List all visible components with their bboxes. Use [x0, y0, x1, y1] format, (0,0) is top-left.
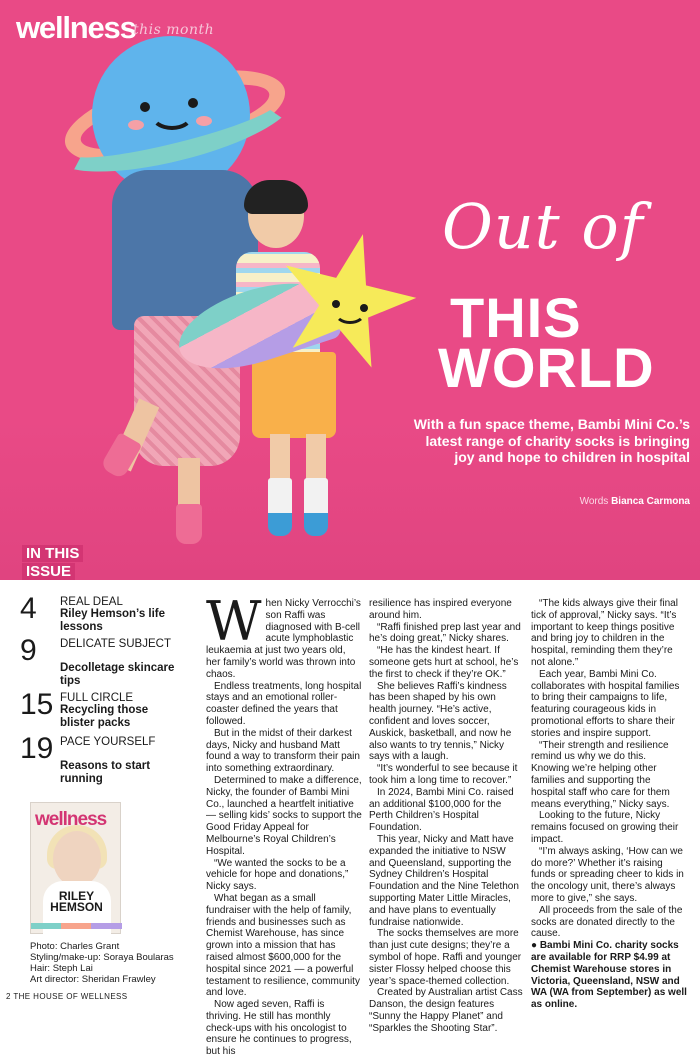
toc-title: Reasons to start running	[60, 760, 151, 785]
paragraph: “It’s wonderful to see because it took him a long time to recover.”	[369, 763, 518, 786]
article-column-1	[206, 590, 362, 1058]
credit-line: Art director: Sheridan Frawley	[30, 974, 156, 985]
paragraph: Determined to make a difference, Nicky, the founder of Bambi Mini Co., launched a heartfelt initiative — selling kids’ socks to support the Good Friday Appeal for Melbourne’s Royal Children’s Hospital.	[206, 774, 362, 857]
byline-author: Bianca Carmona	[611, 496, 690, 507]
paragraph: She believes Raffi’s kindness has been shaped by his own health journey. “He’s active, confident and loves soccer, Auskick, basketball, and now he also wants to try tennis,” Nicky says with a laugh.	[369, 680, 512, 763]
section-subtitle: this month	[133, 22, 215, 38]
headline-line-1: THIS	[450, 286, 582, 349]
boy-sock	[304, 478, 328, 536]
toc-page-number: 15	[20, 688, 54, 721]
paragraph: “I’m always asking, ‘How can we do more?’ Whether it’s raising funds or spreading cheer to kids in the oncology unit, there’s always more to give,” she says.	[531, 845, 684, 904]
toc-title: Recycling those blister packs	[60, 704, 149, 729]
toc-item[interactable]	[18, 688, 183, 732]
paragraph: resilience has inspired everyone around him.	[369, 598, 512, 621]
article-column-2	[369, 598, 525, 1034]
paragraph: All proceeds from the sale of the socks are donated directly to the cause.	[531, 904, 683, 940]
paragraph: Created by Australian artist Cass Danson, the design features “Sunny the Happy Planet” and “Sparkles the Shooting Star”.	[369, 987, 523, 1034]
boy-shorts	[252, 352, 336, 438]
toc-title: Decolletage skincare tips	[60, 662, 175, 687]
cover-name-line-1: RILEY	[58, 889, 95, 903]
paragraph: Now aged seven, Raffi is thriving. He still has monthly check-ups with his oncologist to ensure he continues to progress, but his	[206, 999, 352, 1058]
page-folio: 2 THE HOUSE OF WELLNESS	[6, 992, 128, 1001]
boy-leg	[306, 434, 326, 482]
cover-cover-line	[31, 891, 122, 913]
cover-model-face	[53, 831, 101, 887]
paragraph: Looking to the future, Nicky remains focused on growing their impact.	[531, 810, 679, 845]
credit-line: Photo: Charles Grant	[30, 941, 120, 952]
photo-credits	[30, 941, 190, 985]
boy-leg	[270, 434, 290, 482]
toc-title: Riley Hemson’s life lessons	[60, 608, 166, 633]
toc-page-number: 19	[20, 732, 54, 765]
byline-label: Words	[579, 496, 609, 507]
star-smile	[334, 300, 366, 324]
paragraph: “The kids always give their final tick of approval,” Nicky says. “It’s important to keep things positive and bring joy to children in the hospital, reminding them they’re not alone.”	[531, 598, 678, 668]
standfirst: With a fun space theme, Bambi Mini Co.’s latest range of charity socks is bringing joy and hope to children in hospital	[413, 416, 690, 465]
cover-masthead: wellness	[35, 809, 107, 830]
woman-sock	[176, 504, 202, 544]
article-column-3	[531, 598, 687, 1011]
section-masthead: wellness	[16, 10, 136, 45]
paragraph: What began as a small fundraiser with the help of family, friends and businesses such as Chemist Warehouse, has since grown into a mission that has raised almost $600,000 for the hospital since 2021 — a powerful testament to resilience, community and love.	[206, 892, 360, 999]
paragraph: But in the midst of their darkest days, Nicky and husband Matt found a way to transform their pain into something extraordinary.	[206, 727, 360, 775]
in-this-issue-tag	[22, 545, 88, 581]
paragraph: “Their strength and resilience remind us why we do this. Knowing we’re helping other families and supporting the hospital staff who care for them means everything,” Nicky says.	[531, 739, 670, 810]
headline-line-2: WORLD	[438, 336, 655, 399]
credit-line: Styling/make-up: Soraya Boularas	[30, 952, 174, 963]
toc-page-number: 9	[20, 634, 37, 667]
byline	[412, 496, 690, 507]
toc-kicker: REAL DEAL	[60, 596, 123, 608]
closing-info: ● Bambi Mini Co. charity socks are available for RRP $4.99 at Chemist Warehouse stores in Victoria, Queensland, NSW and WA (WA from September) as well as online.	[531, 940, 687, 1011]
cover-colour-strip	[31, 923, 122, 929]
toc-kicker: PACE YOURSELF	[60, 736, 156, 748]
paragraph: The socks themselves are more than just cute designs; they’re a symbol of hope. Raffi and younger sister Flossy helped choose this year’s space-themed collection.	[369, 928, 522, 987]
paragraph: Each year, Bambi Mini Co. collaborates with hospital families to bring their campaigns to life, featuring courageous kids in promotional efforts to share their stories and inspire support.	[531, 668, 680, 739]
paragraph: In 2024, Bambi Mini Co. raised an additional $100,000 for the Perth Children’s Hospital Foundation.	[369, 786, 514, 834]
paragraph: This year, Nicky and Matt have expanded the initiative to NSW and Queensland, supporting the Sydney Children’s Hospital Foundation and the Nine Telethon supporting Mater Little Miracles, and have plans to eventually fundraise nationwide.	[369, 833, 519, 928]
magazine-cover-thumbnail	[30, 802, 121, 934]
toc-item[interactable]	[18, 732, 183, 786]
paragraph: hen Nicky Verrocchi’s son Raffi was diagnosed with B-cell acute lymphoblastic leukaemia at just two years old, her family’s world was thrown into chaos.	[206, 598, 361, 680]
paragraph: “He has the kindest heart. If someone gets hurt at school, he’s the first to check if they’re OK.”	[369, 645, 519, 680]
toc-kicker: FULL CIRCLE	[60, 692, 134, 704]
paragraph: Endless treatments, long hospital stays and an emotional roller-coaster defined the years that followed.	[206, 680, 362, 727]
issue-tag-line-2: ISSUE	[22, 563, 75, 580]
toc-page-number: 4	[20, 592, 37, 625]
boy-sock	[268, 478, 292, 536]
credit-line: Hair: Steph Lai	[30, 963, 93, 974]
toc-kicker: DELICATE SUBJECT	[60, 638, 171, 650]
cover-name-line-2: HEMSON	[50, 900, 103, 914]
headline-script: Out of	[442, 190, 644, 263]
drop-cap: W	[206, 590, 262, 653]
boy-hair	[244, 180, 308, 214]
toc-item[interactable]	[18, 592, 183, 636]
issue-tag-line-1: IN THIS	[22, 545, 83, 562]
toc-item[interactable]	[18, 634, 183, 687]
opening-paragraph	[206, 590, 362, 681]
paragraph: “Raffi finished prep last year and he’s doing great,” Nicky shares.	[369, 621, 521, 645]
paragraph: “We wanted the socks to be a vehicle for hope and donations,” Nicky says.	[206, 857, 349, 893]
